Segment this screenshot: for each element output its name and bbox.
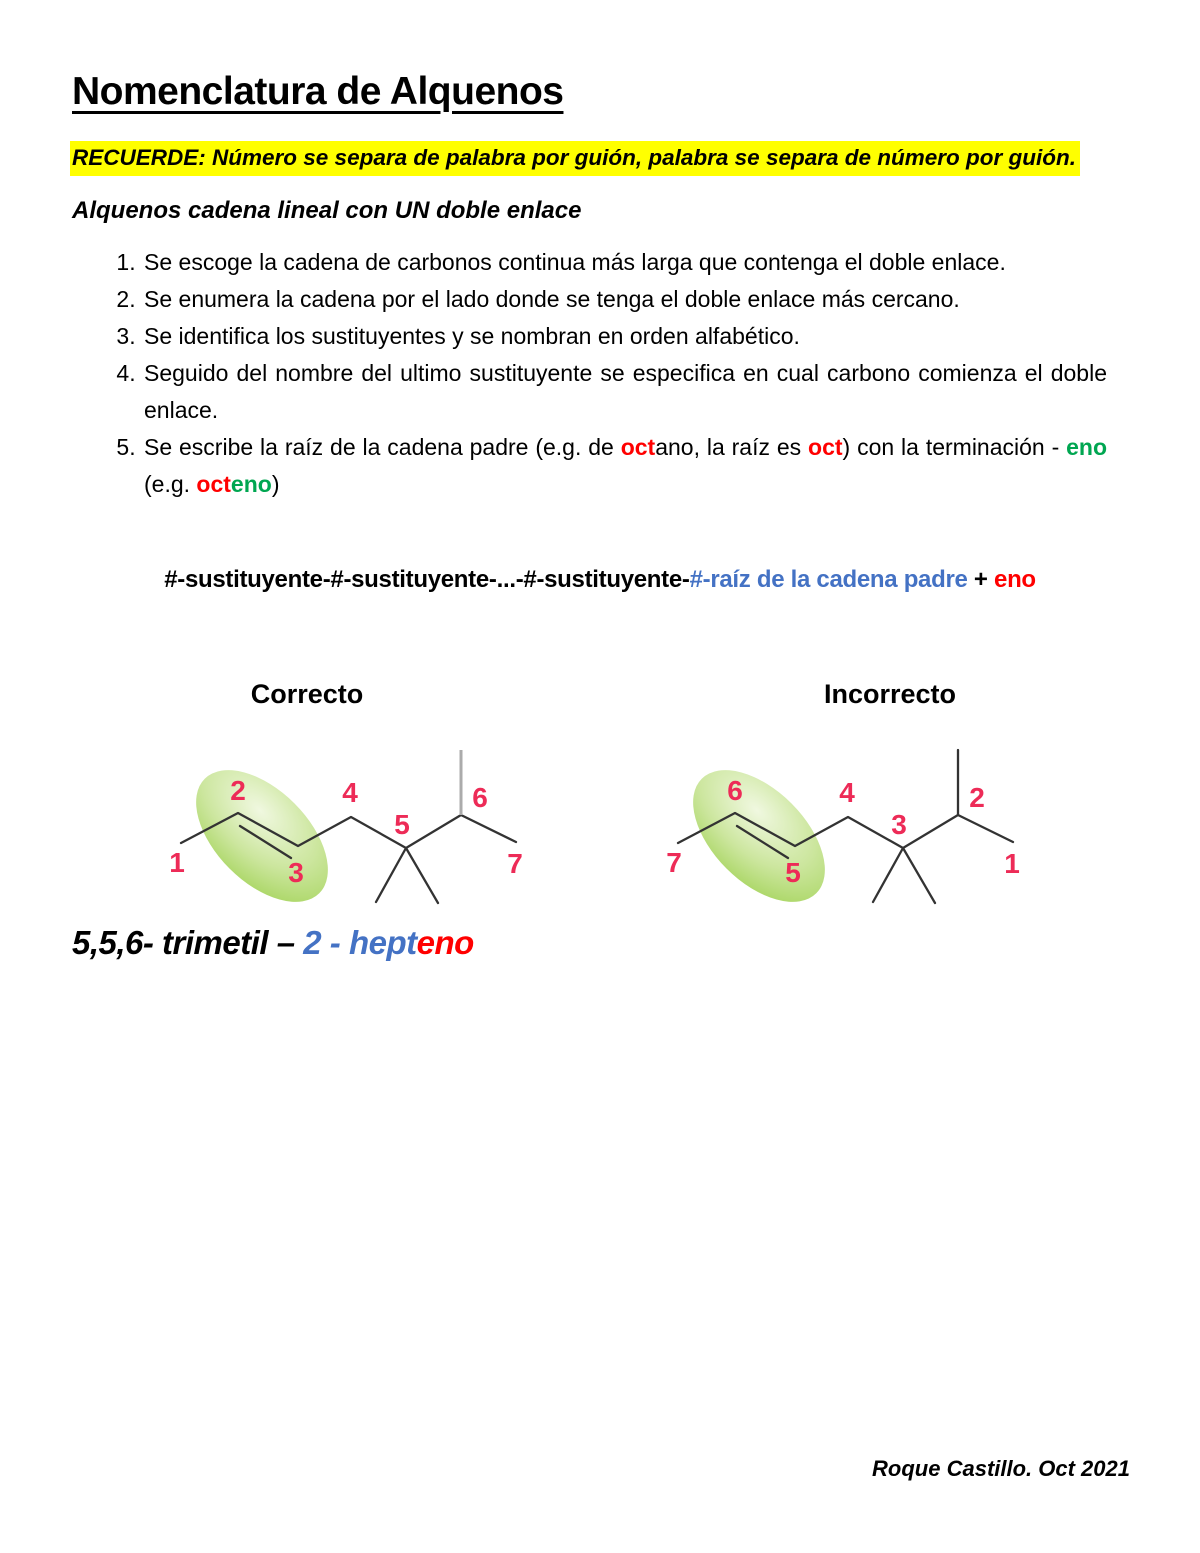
carbon-number-label: 4 — [839, 777, 855, 808]
carbon-number-label: 7 — [666, 847, 682, 878]
highlight-note: RECUERDE: Número se separa de palabra por guión, palabra se separa de número por guión. — [70, 141, 1080, 176]
double-bond-highlight-ellipse — [669, 746, 849, 926]
carbon-number-label: 5 — [394, 809, 410, 840]
carbon-number-label: 2 — [230, 775, 246, 806]
carbon-number-label: 3 — [891, 809, 907, 840]
correct-example-title: Correcto — [250, 679, 364, 709]
carbon-number-label: 6 — [727, 775, 743, 806]
author-footer: Roque Castillo. Oct 2021 — [872, 1456, 1130, 1481]
carbon-number-label: 1 — [169, 847, 185, 878]
gem-dimethyl-branches — [376, 848, 438, 903]
rules-list — [72, 244, 1107, 503]
rule-item-3: 3. Se identifica los sustituyentes y se nombran en orden alfabético. — [142, 318, 1107, 355]
carbon-number-label: 1 — [1004, 848, 1020, 879]
rule-item-1: 1. Se escoge la cadena de carbonos continua más larga que contenga el doble enlace. — [142, 244, 1107, 281]
incorrect-example-title: Incorrecto — [823, 679, 957, 709]
carbon-number-label: 3 — [288, 857, 304, 888]
carbon-number-label: 6 — [472, 782, 488, 813]
rule-item-5: 5. Se escribe la raíz de la cadena padre (e.g. de octano, la raíz es oct) con la terminación - eno (e.g. octeno) — [142, 429, 1107, 503]
carbon-number-label: 7 — [507, 848, 523, 879]
double-bond-highlight-ellipse — [172, 746, 352, 926]
carbon-number-label: 2 — [969, 782, 985, 813]
rule-item-2: 2. Se enumera la cadena por el lado donde se tenga el doble enlace más cercano. — [142, 281, 1107, 318]
molecule-diagram-incorrect — [660, 736, 1040, 921]
compound-name-answer: 5,5,6- trimetil – 2 - hepteno — [72, 924, 474, 961]
section-subheading: Alquenos cadena lineal con UN doble enlace — [72, 197, 582, 224]
page-title: Nomenclatura de Alquenos — [72, 70, 564, 113]
molecule-diagram-correct — [163, 736, 543, 921]
naming-formula: #-sustituyente-#-sustituyente-...-#-sustituyente-#-raíz de la cadena padre + eno — [164, 566, 1036, 593]
carbon-number-label: 5 — [785, 857, 801, 888]
rule-item-4: 4. Seguido del nombre del ultimo sustituyente se especifica en cual carbono comienza el doble enlace. — [142, 355, 1107, 429]
carbon-number-label: 4 — [342, 777, 358, 808]
gem-dimethyl-branches — [873, 848, 935, 903]
